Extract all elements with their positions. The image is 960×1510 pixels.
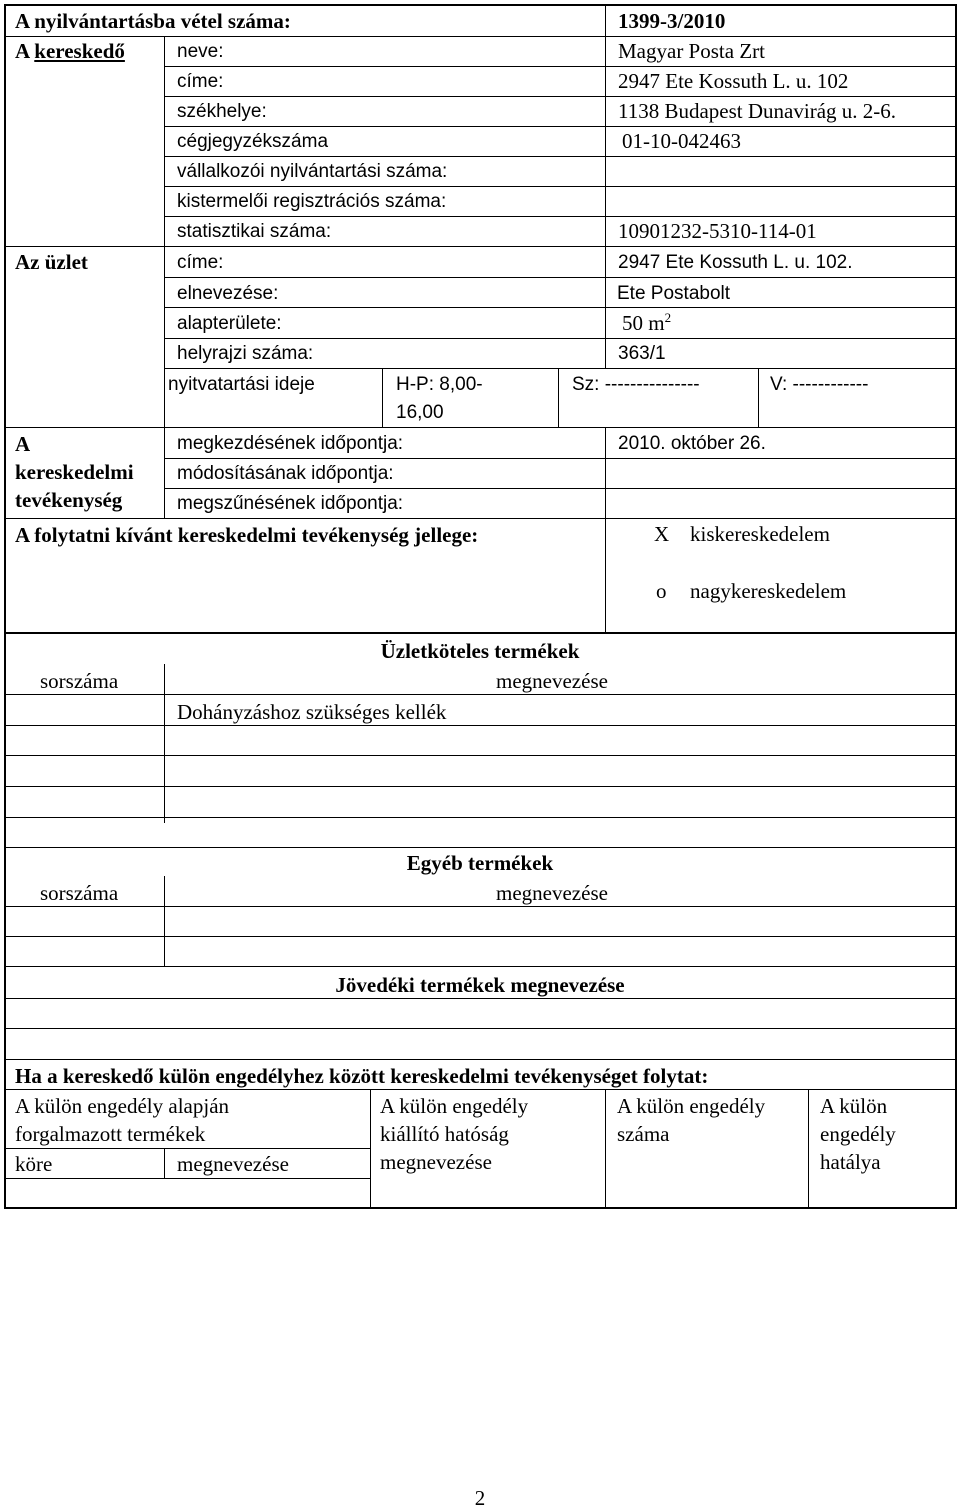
shop-address-value: 2947 Ete Kossuth L. u. 102. xyxy=(618,252,853,273)
other-products-col-number: sorszáma xyxy=(40,881,119,905)
activity-start-label: megkezdésének időpontja: xyxy=(177,433,404,454)
permit-col2-line1: A külön engedély xyxy=(380,1094,529,1118)
activity-heading-line2: kereskedelmi xyxy=(15,460,134,484)
permit-col4-line1: A külön xyxy=(820,1094,888,1118)
other-products-col-name: megnevezése xyxy=(496,881,608,905)
shop-products-col-name: megnevezése xyxy=(496,669,608,693)
shop-heading: Az üzlet xyxy=(15,250,88,274)
permit-col1-sub-name: megnevezése xyxy=(177,1152,289,1176)
activity-end-label: megszűnésének időpontja: xyxy=(177,493,404,514)
shop-hours-sunday: V: ------------ xyxy=(770,374,869,395)
activity-heading-line1: A xyxy=(15,432,31,456)
merchant-seat-label: székhelye: xyxy=(177,101,267,122)
option-retail-label: kiskereskedelem xyxy=(690,522,830,546)
permit-col1-line2: forgalmazott termékek xyxy=(15,1122,206,1146)
registration-number-label: A nyilvántartásba vétel száma: xyxy=(15,9,291,33)
shop-lot-label: helyrajzi száma: xyxy=(177,343,314,364)
merchant-company-reg-label: cégjegyzékszáma xyxy=(177,131,329,152)
shop-products-title: Üzletköteles termékek xyxy=(380,639,580,663)
shop-name-value: Ete Postabolt xyxy=(617,283,731,304)
option-wholesale-mark: o xyxy=(656,579,667,603)
shop-hours-weekday-end: 16,00 xyxy=(396,402,444,423)
merchant-statistical-value: 10901232-5310-114-01 xyxy=(618,219,817,243)
permit-col4-line2: engedély xyxy=(820,1122,896,1146)
shop-lot-value: 363/1 xyxy=(618,343,666,364)
other-products-title: Egyéb termékek xyxy=(406,851,554,875)
excise-products-title: Jövedéki termékek megnevezése xyxy=(335,973,625,997)
shop-hours-label: nyitvatartási ideje xyxy=(168,374,315,395)
merchant-name-value: Magyar Posta Zrt xyxy=(618,39,765,63)
merchant-address-value: 2947 Ete Kossuth L. u. 102 xyxy=(618,69,849,93)
shop-area-value: 50 $m^2$ xyxy=(622,310,672,335)
permit-col1-line1: A külön engedély alapján xyxy=(15,1094,230,1118)
merchant-statistical-label: statisztikai száma: xyxy=(177,221,332,242)
registration-number-value: 1399-3/2010 xyxy=(618,9,726,33)
shop-area-label: alapterülete: xyxy=(177,313,282,334)
merchant-name-label: neve: xyxy=(177,41,224,62)
shop-name-label: elnevezése: xyxy=(177,283,279,304)
activity-heading-line3: tevékenység xyxy=(15,488,123,512)
permit-col2-line3: megnevezése xyxy=(380,1150,492,1174)
shop-address-label: címe: xyxy=(177,252,224,273)
merchant-address-label: címe: xyxy=(177,71,224,92)
option-retail-mark: X xyxy=(654,522,670,546)
option-wholesale-label: nagykereskedelem xyxy=(690,579,847,603)
trade-nature-label: A folytatni kívánt kereskedelmi tevékenység jellege: xyxy=(15,523,479,547)
activity-modify-label: módosításának időpontja: xyxy=(177,463,394,484)
permit-col4-line3: hatálya xyxy=(820,1150,881,1174)
permit-col2-line2: kiállító hatóság xyxy=(380,1122,509,1146)
special-permit-title: Ha a kereskedő külön engedélyhez között kereskedelmi tevékenységet folytat: xyxy=(15,1064,709,1088)
permit-col3-line1: A külön engedély xyxy=(617,1094,766,1118)
activity-start-value: 2010. október 26. xyxy=(618,433,766,454)
permit-col3-line2: száma xyxy=(617,1122,670,1146)
merchant-heading: A kereskedő xyxy=(15,39,125,63)
merchant-producer-label: kistermelői regisztrációs száma: xyxy=(177,191,447,212)
shop-product-row-1: Dohányzáshoz szükséges kellék xyxy=(177,700,447,724)
shop-hours-weekday: H-P: 8,00- xyxy=(396,374,483,395)
merchant-company-reg-value: 01-10-042463 xyxy=(622,129,741,153)
merchant-entrepreneur-label: vállalkozói nyilvántartási száma: xyxy=(177,161,448,182)
merchant-seat-value: 1138 Budapest Dunavirág u. 2-6. xyxy=(618,99,897,123)
shop-products-col-number: sorszáma xyxy=(40,669,119,693)
permit-col1-sub-scope: köre xyxy=(15,1152,53,1176)
shop-hours-saturday: Sz: --------------- xyxy=(572,374,700,395)
page-number: 2 xyxy=(474,1486,486,1510)
